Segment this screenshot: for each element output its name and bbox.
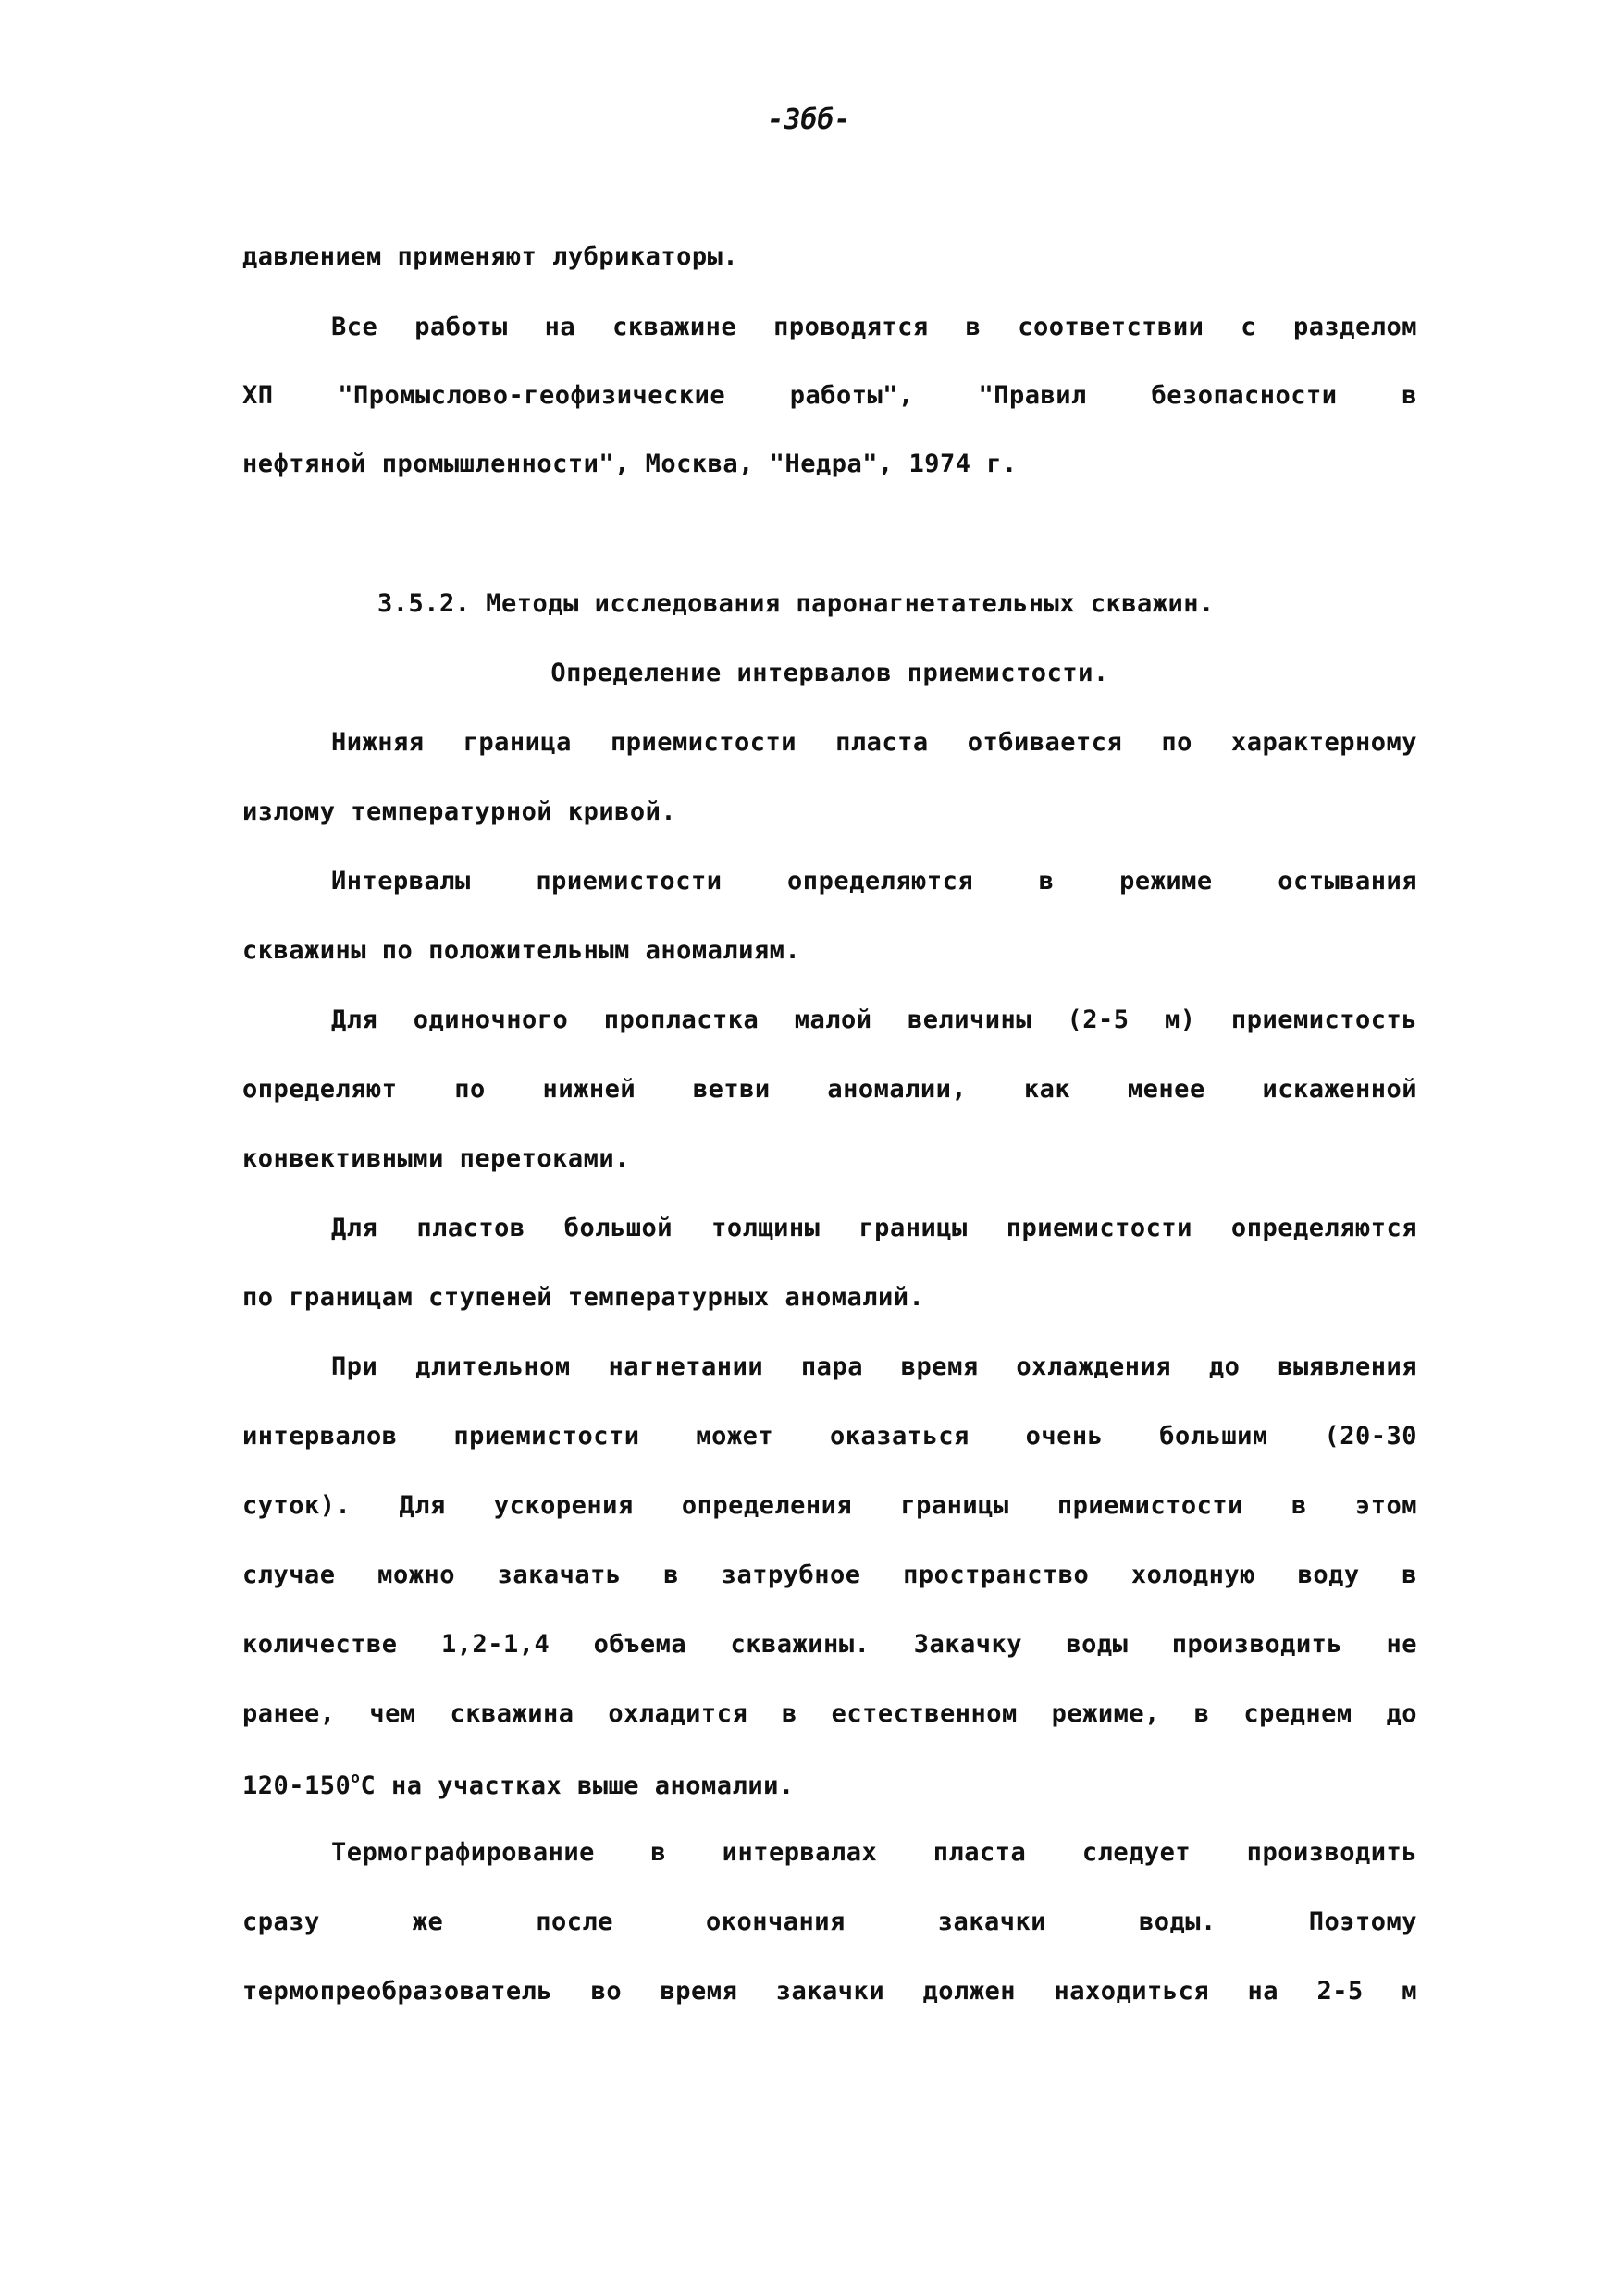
page-number: -3бб- xyxy=(767,104,851,136)
paragraph-line: ХП "Промыслово-геофизические работы", "Правил безопасности в xyxy=(242,381,1417,410)
paragraph-line: Все работы на скважине проводятся в соответствии с разделом xyxy=(331,313,1417,341)
text-line-1: давлением применяют лубрикаторы. xyxy=(242,242,739,271)
paragraph-line: определяют по нижней ветви аномалии, как менее искаженной xyxy=(242,1075,1417,1104)
paragraph-line: Интервалы приемистости определяются в режиме остывания xyxy=(331,867,1417,895)
paragraph-line: конвективными перетоками. xyxy=(242,1144,630,1173)
paragraph-line: количестве 1,2-1,4 объема скважины. Закачку воды производить не xyxy=(242,1630,1417,1659)
paragraph-line: случае можно закачать в затрубное пространство холодную воду в xyxy=(242,1561,1417,1589)
section-subheading: Определение интервалов приемистости. xyxy=(550,659,1109,687)
section-heading: 3.5.2. Методы исследования паронагнетательных скважин. xyxy=(377,589,1215,618)
text-fragment: С на участках выше аномалии. xyxy=(360,1771,795,1800)
paragraph-line: интервалов приемистости может оказаться очень большим (20-30 xyxy=(242,1422,1417,1450)
paragraph-line: скважины по положительным аномалиям. xyxy=(242,936,801,965)
paragraph-line: нефтяной промышленности", Москва, "Недра", 1974 г. xyxy=(242,450,1018,478)
paragraph-line: При длительном нагнетании пара время охлаждения до выявления xyxy=(331,1352,1417,1381)
paragraph-line: Нижняя граница приемистости пласта отбивается по характерному xyxy=(331,728,1417,757)
paragraph-line: по границам ступеней температурных аномалий. xyxy=(242,1283,925,1312)
paragraph-line: ранее, чем скважина охладится в естественном режиме, в среднем до xyxy=(242,1699,1417,1728)
paragraph-line: суток). Для ускорения определения границы приемистости в этом xyxy=(242,1491,1417,1520)
paragraph-line: излому температурной кривой. xyxy=(242,797,677,826)
temperature-range: 120-150 xyxy=(242,1771,352,1800)
paragraph-line: Для одиночного пропластка малой величины (2-5 м) приемистость xyxy=(331,1006,1417,1034)
paragraph-line: Для пластов большой толщины границы приемистости определяются xyxy=(331,1214,1417,1242)
degree-symbol: o xyxy=(351,1769,361,1786)
paragraph-line: сразу же после окончания закачки воды. Поэтому xyxy=(242,1907,1417,1936)
paragraph-line-with-degree xyxy=(242,1769,1417,1800)
paragraph-line: термопреобразователь во время закачки должен находиться на 2-5 м xyxy=(242,1977,1417,2006)
paragraph-line: Термографирование в интервалах пласта следует производить xyxy=(331,1838,1417,1867)
